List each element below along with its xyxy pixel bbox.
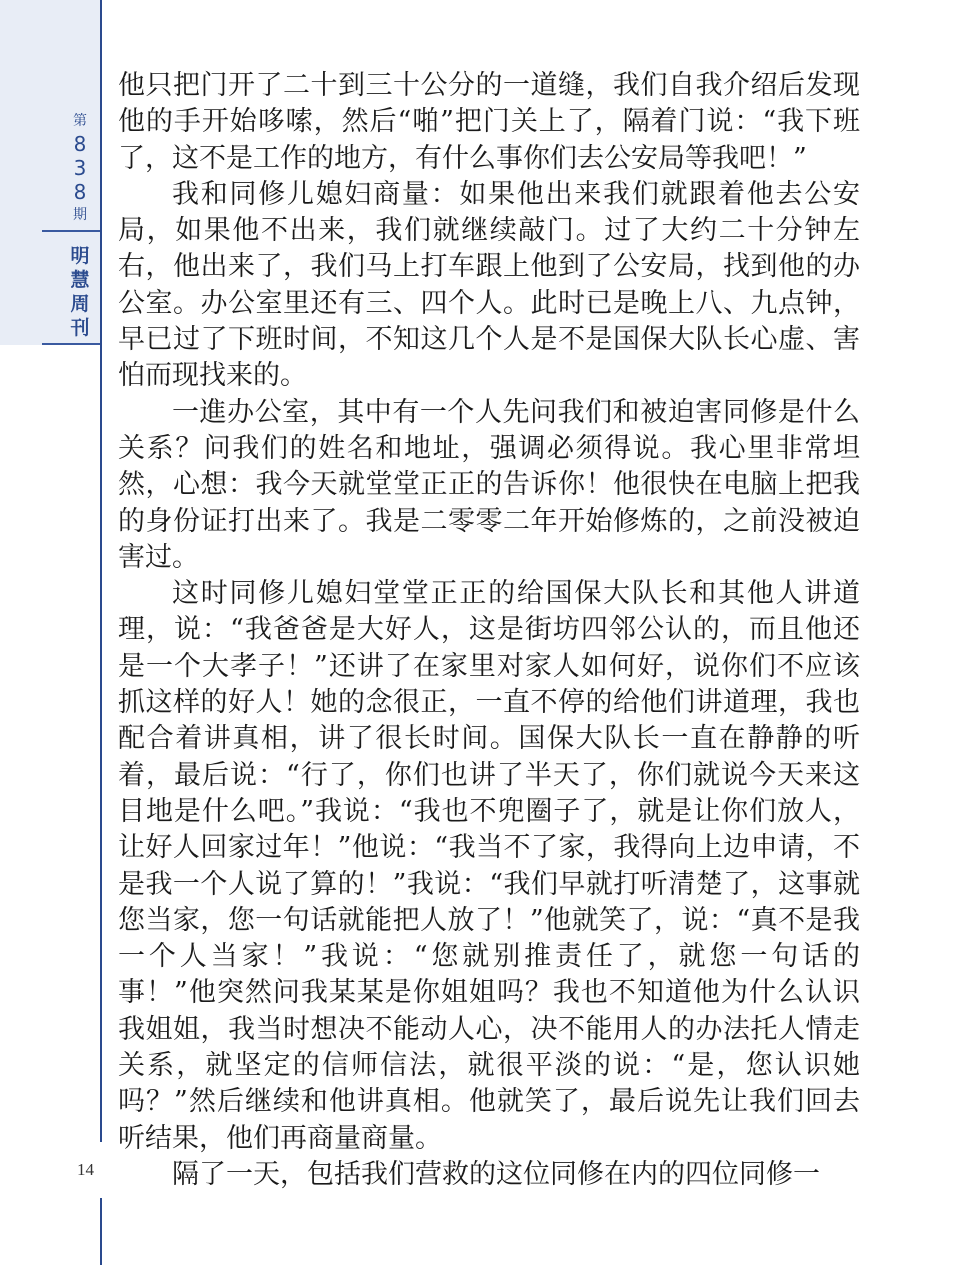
article-body <box>118 68 860 1193</box>
page-number: 14 <box>77 1160 94 1179</box>
paragraph: 我和同修儿媳妇商量：如果他出来我们就跟着他去公安局，如果他不出来，我们就继续敲门。过了大约二十分钟左右，他出来了，我们马上打车跟上他到了公安局，找到他的办公室。办公室里还有三、四个人。此时已是晚上八、九点钟，早已过了下班时间，不知这几个人是不是国保大队长心虚、害怕而现找来的。 <box>118 178 860 392</box>
publication-char: 刊 <box>70 317 90 339</box>
paragraph: 隔了一天，包括我们营救的这位同修在内的四位同修一 <box>172 1158 820 1190</box>
publication-char: 慧 <box>70 269 90 291</box>
paragraph: 一進办公室，其中有一个人先问我们和被迫害同修是什么关系？问我们的姓名和地址，强调必须得说。我心里非常坦然，心想：我今天就堂堂正正的告诉你！他很快在电脑上把我的身份证打出来了。我是二零零二年开始修炼的，之前没被迫害过。 <box>118 396 860 573</box>
issue-digit: 3 <box>73 156 87 180</box>
paragraph: 这时同修儿媳妇堂堂正正的给国保大队长和其他人讲道理，说：“我爸爸是大好人，这是街坊四邻公认的，而且他还是一个大孝子！”还讲了在家里对家人如何好，说你们不应该抓这样的好人！她的念很正，一直不停的给他们讲道理，我也配合着讲真相，讲了很长时间。国保大队长一直在静静的听着，最后说：“行了，你们也讲了半天了，你们就说今天来这目地是什么吧。”我说：“我也不兜圈子了，就是让你们放人，让好人回家过年！”他说：“我当不了家，我得向上边申请，不是我一个人说了算的！”我说：“我们早就打听清楚了，这事就您当家，您一句话就能把人放了！”他就笑了，说：“真不是我一个人当家！”我说：“您就别推责任了，就您一句话的事！”他突然问我某某是你姐姐吗？我也不知道他为什么认识我姐姐，我当时想决不能动人心，决不能用人的办法托人情走关系，就坚定的信师信法，就很平淡的说：“是，您认识她吗？”然后继续和他讲真相。他就笑了，最后说先让我们回去听结果，他们再商量商量。 <box>118 578 860 1154</box>
issue-number <box>60 110 100 226</box>
publication-char: 周 <box>70 293 90 315</box>
margin-rule-gap <box>99 1142 103 1198</box>
issue-suffix: 期 <box>73 207 87 223</box>
issue-prefix: 第 <box>73 113 87 129</box>
publication-char: 明 <box>70 245 90 267</box>
sidebar-divider-bottom <box>42 343 100 345</box>
margin-rule <box>100 0 102 1265</box>
publication-name <box>60 244 100 340</box>
issue-digit: 8 <box>73 132 87 156</box>
paragraph: 他只把门开了二十到三十公分的一道缝，我们自我介绍后发现他的手开始哆嗦，然后“啪”把门关上了，隔着门说：“我下班了，这不是工作的地方，有什么事你们去公安局等我吧！” <box>118 70 860 174</box>
issue-digit: 8 <box>73 180 87 204</box>
sidebar-divider-top <box>42 230 100 232</box>
